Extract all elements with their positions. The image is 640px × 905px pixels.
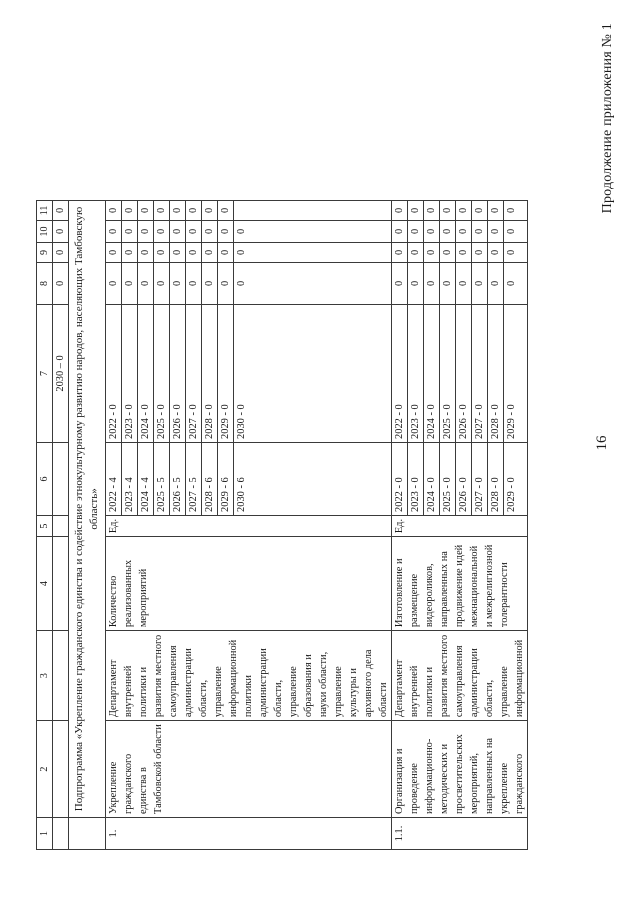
executor-line: управление (333, 666, 344, 718)
unit (106, 515, 392, 536)
col8-values (392, 262, 528, 304)
activity-name-line: гражданского (123, 753, 134, 814)
executor-line: информационной (514, 639, 525, 718)
top-carry-row (53, 200, 69, 849)
col10-values-line: 0 (106, 221, 122, 242)
col11-values-line: 0 (424, 201, 440, 220)
col9-values-line: 0 (472, 243, 488, 262)
executor-line: внутренней (409, 665, 420, 718)
col10-values (392, 220, 528, 242)
column-number-3: 3 (37, 631, 53, 721)
col11-values-line: 0 (506, 207, 517, 214)
col9-values (106, 242, 392, 262)
col8-values-line: 0 (122, 263, 138, 304)
col8-values-line: 0 (106, 263, 122, 304)
row-number-line: 1.1. (394, 825, 405, 842)
row-number (392, 818, 528, 850)
col9-values-line: 0 (218, 243, 234, 262)
top-empty-2 (53, 721, 69, 818)
top-empty-6 (53, 442, 69, 515)
executor-line: политики (243, 675, 254, 718)
indicator-name-line: реализованных (123, 559, 134, 628)
col9-values-line: 0 (122, 243, 138, 262)
activity-name-line: Укрепление (108, 761, 119, 814)
col9-values-line: 0 (424, 243, 440, 262)
target-values (106, 304, 392, 442)
target-values-line: 2030 - 0 (236, 404, 247, 439)
baseline-values-line: 2027 - 5 (186, 443, 202, 515)
target-values-line: 2026 - 0 (456, 305, 472, 442)
col10-values-line: 0 (472, 221, 488, 242)
col11-values-line: 0 (440, 201, 456, 220)
column-number-11: 11 (37, 200, 53, 220)
col8-values-line: 0 (456, 263, 472, 304)
target-values-line: 2025 - 0 (440, 305, 456, 442)
top-empty-4 (53, 537, 69, 631)
col9-values-line: 0 (392, 243, 408, 262)
indicator-name-line: толерантности (499, 562, 510, 628)
col9-values-line: 0 (106, 243, 122, 262)
column-number-10: 10 (37, 220, 53, 242)
executor-line: архивного дела (363, 649, 374, 718)
table-row (392, 200, 528, 849)
activity-name-line: проведение (409, 763, 420, 814)
target-values-line: 2027 - 0 (186, 305, 202, 442)
column-number-row (37, 200, 53, 849)
target-values-line: 2027 - 0 (472, 305, 488, 442)
activity-name-line: мероприятий, (469, 753, 480, 814)
indicator-name (392, 537, 528, 631)
baseline-values-line: 2023 - 4 (122, 443, 138, 515)
activity-name-line: направленных на (484, 737, 495, 814)
column-number-1: 1 (37, 818, 53, 850)
top-col9: 0 (53, 242, 69, 262)
col10-values-line: 0 (506, 228, 517, 235)
baseline-values-line: 2028 - 0 (488, 443, 504, 515)
target-values-line: 2028 - 0 (202, 305, 218, 442)
col11-values-line: 0 (456, 201, 472, 220)
target-values-line: 2023 - 0 (122, 305, 138, 442)
target-values-line: 2024 - 0 (138, 305, 154, 442)
executor-line: образования и (303, 654, 314, 718)
table-row (106, 200, 392, 849)
col11-values-line: 0 (186, 201, 202, 220)
col9-values-line: 0 (408, 243, 424, 262)
executor-line: развития местного (439, 634, 450, 718)
col11-values-line: 0 (202, 201, 218, 220)
baseline-values-line: 2026 - 0 (456, 443, 472, 515)
col9-values-line: 0 (456, 243, 472, 262)
executor-line: области, (273, 679, 284, 718)
target-values-line: 2024 - 0 (424, 305, 440, 442)
col10-values-line: 0 (408, 221, 424, 242)
col9-values-line: 0 (170, 243, 186, 262)
top-col10: 0 (53, 220, 69, 242)
baseline-values-line: 2029 - 6 (218, 443, 234, 515)
target-values-line: 2022 - 0 (392, 305, 408, 442)
activity-name-line: единства в (138, 767, 149, 814)
col10-values-line: 0 (138, 221, 154, 242)
col9-values-line: 0 (186, 243, 202, 262)
program-indicators-table (36, 200, 528, 850)
target-values (392, 304, 528, 442)
indicator-name-line: размещение (409, 573, 420, 628)
top-col11: 0 (53, 200, 69, 220)
subprogram-num-cell (69, 818, 106, 850)
col8-values-line: 0 (424, 263, 440, 304)
executor-line: администрации (258, 648, 269, 718)
activity-name-line: информационно- (424, 738, 435, 814)
col10-values-line: 0 (186, 221, 202, 242)
executor-line: администрации (469, 648, 480, 718)
column-number-4: 4 (37, 537, 53, 631)
col9-values (392, 242, 528, 262)
target-values-line: 2029 - 0 (506, 404, 517, 439)
activity-name (106, 721, 392, 818)
col11-values-line: 0 (392, 201, 408, 220)
activity-name-line: методических и (439, 743, 450, 814)
col11-values-line: 0 (138, 201, 154, 220)
target-values-line: 2023 - 0 (408, 305, 424, 442)
col8-values-line: 0 (138, 263, 154, 304)
row-number-line: 1. (108, 829, 119, 838)
col8-values-line: 0 (506, 280, 517, 287)
col8-values (106, 262, 392, 304)
executor (392, 631, 528, 721)
col11-values-line: 0 (488, 201, 504, 220)
col9-values-line: 0 (202, 243, 218, 262)
executor-line: науки области, (318, 651, 329, 718)
indicator-name-line: и межрелигиозной (484, 544, 495, 628)
subprogram-title: Подпрограмма «Укрепление гражданского единства и содействие этнокультурному развитию народов, населяющих Тамбовскую область» (69, 200, 106, 817)
col10-values-line: 0 (170, 221, 186, 242)
unit-line: Ед. (394, 518, 405, 534)
indicator-name-line: Изготовление и (394, 558, 405, 628)
col11-values-line: 0 (154, 201, 170, 220)
baseline-values-line: 2022 - 4 (106, 443, 122, 515)
column-number-8: 8 (37, 262, 53, 304)
col8-values-line: 0 (408, 263, 424, 304)
subprogram-row (69, 200, 106, 849)
baseline-values-line: 2022 - 0 (392, 443, 408, 515)
col8-values-line: 0 (472, 263, 488, 304)
executor-line: управление (499, 666, 510, 718)
col9-values-line: 0 (506, 249, 517, 256)
target-values-line: 2029 - 0 (218, 305, 234, 442)
baseline-values-line: 2024 - 0 (424, 443, 440, 515)
col10-values-line: 0 (154, 221, 170, 242)
executor-line: управление (213, 666, 224, 718)
page-number: 16 (594, 435, 610, 451)
col8-values-line: 0 (218, 263, 234, 304)
unit (392, 515, 528, 536)
activity-name-line: Организация и (394, 748, 405, 814)
indicator-name-line: продвижение идей (454, 544, 465, 628)
col10-values-line: 0 (440, 221, 456, 242)
col11-values-line: 0 (170, 201, 186, 220)
baseline-values-line: 2026 - 5 (170, 443, 186, 515)
col11-values (392, 200, 528, 220)
col8-values-line: 0 (236, 280, 247, 287)
baseline-values (392, 442, 528, 515)
col11-values-line: 0 (408, 201, 424, 220)
col11-values-line: 0 (122, 201, 138, 220)
executor-line: развития местного (153, 634, 164, 718)
baseline-values-line: 2028 - 6 (202, 443, 218, 515)
col8-values-line: 0 (392, 263, 408, 304)
col8-values-line: 0 (488, 263, 504, 304)
col8-values-line: 0 (202, 263, 218, 304)
col11-values-line: 0 (218, 201, 234, 220)
target-values-line: 2025 - 0 (154, 305, 170, 442)
column-number-2: 2 (37, 721, 53, 818)
executor-line: политики и (424, 666, 435, 718)
executor-line: информационной (228, 639, 239, 718)
baseline-values-line: 2029 - 0 (506, 477, 517, 512)
column-number-7: 7 (37, 304, 53, 442)
executor-line: управление (288, 666, 299, 718)
col10-values-line: 0 (392, 221, 408, 242)
baseline-values-line: 2025 - 5 (154, 443, 170, 515)
activity-name-line: просветительских (454, 734, 465, 814)
target-values-line: 2022 - 0 (106, 305, 122, 442)
column-number-6: 6 (37, 442, 53, 515)
column-number-9: 9 (37, 242, 53, 262)
executor-line: культуры и (348, 668, 359, 718)
executor-line: Департамент (394, 659, 405, 718)
col11-values-line: 0 (472, 201, 488, 220)
appendix-continuation: Продолжение приложения № 1 (600, 23, 615, 214)
executor-line: внутренней (123, 665, 134, 718)
col9-values-line: 0 (138, 243, 154, 262)
executor-line: области (378, 682, 389, 718)
executor-line: политики и (138, 666, 149, 718)
col10-values-line: 0 (122, 221, 138, 242)
col10-values-line: 0 (456, 221, 472, 242)
baseline-values (106, 442, 392, 515)
executor-line: администрации (183, 648, 194, 718)
baseline-values-line: 2027 - 0 (472, 443, 488, 515)
col8-values-line: 0 (154, 263, 170, 304)
col8-values-line: 0 (440, 263, 456, 304)
top-empty-3 (53, 631, 69, 721)
col10-values-line: 0 (202, 221, 218, 242)
top-empty-5 (53, 515, 69, 536)
col9-values-line: 0 (440, 243, 456, 262)
target-values-line: 2028 - 0 (488, 305, 504, 442)
col9-values-line: 0 (488, 243, 504, 262)
col10-values-line: 0 (236, 228, 247, 235)
col8-values-line: 0 (186, 263, 202, 304)
baseline-values-line: 2023 - 0 (408, 443, 424, 515)
baseline-values-line: 2030 - 6 (236, 477, 247, 512)
executor-line: Департамент (108, 659, 119, 718)
baseline-values-line: 2024 - 4 (138, 443, 154, 515)
indicator-name-line: направленных на (439, 551, 450, 628)
executor (106, 631, 392, 721)
activity-name-line: гражданского (514, 753, 525, 814)
executor-line: самоуправления (454, 645, 465, 718)
col9-values-line: 0 (236, 249, 247, 256)
col10-values-line: 0 (218, 221, 234, 242)
indicator-name (106, 537, 392, 631)
indicator-name-line: Количество (108, 575, 119, 628)
baseline-values-line: 2025 - 0 (440, 443, 456, 515)
activity-name-line: укрепление (499, 762, 510, 814)
executor-line: самоуправления (168, 645, 179, 718)
target-values-line: 2026 - 0 (170, 305, 186, 442)
col10-values-line: 0 (424, 221, 440, 242)
col9-values-line: 0 (154, 243, 170, 262)
executor-line: области, (484, 679, 495, 718)
column-number-5: 5 (37, 515, 53, 536)
indicator-name-line: мероприятий (138, 568, 149, 628)
col8-values-line: 0 (170, 263, 186, 304)
top-empty-1 (53, 818, 69, 850)
col11-values (106, 200, 392, 220)
col10-values-line: 0 (488, 221, 504, 242)
top-col7: 2030 – 0 (53, 304, 69, 442)
indicator-name-line: межнациональной (469, 545, 480, 628)
indicator-name-line: видеороликов, (424, 563, 435, 628)
activity-name-line: Тамбовской области (153, 724, 164, 814)
unit-line: Ед. (108, 518, 119, 534)
top-col8: 0 (53, 262, 69, 304)
row-number (106, 818, 392, 850)
executor-line: области, (198, 679, 209, 718)
col11-values-line: 0 (106, 201, 122, 220)
activity-name (392, 721, 528, 818)
col10-values (106, 220, 392, 242)
